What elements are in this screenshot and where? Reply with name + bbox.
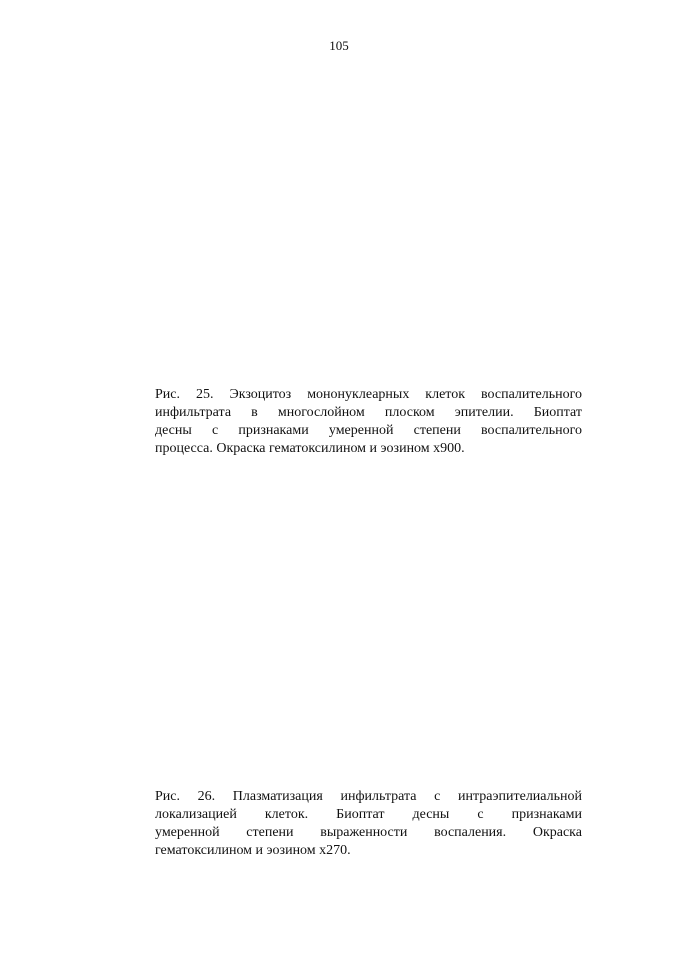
caption-line: локализацией клеток. Биоптат десны с признаками	[155, 807, 582, 822]
caption-line: процесса. Окраска гематоксилином и эозином x900.	[155, 441, 465, 456]
caption-line: гематоксилином и эозином x270.	[155, 843, 351, 858]
caption-line: Рис. 25. Экзоцитоз мононуклеарных клеток воспалительного	[155, 387, 582, 402]
figure-26-caption	[155, 788, 582, 860]
figure-26-image-area	[155, 480, 582, 780]
figure-25-caption	[155, 386, 582, 458]
caption-line: умеренной степени выраженности воспаления. Окраска	[155, 825, 582, 840]
page-number: 105	[329, 38, 349, 53]
caption-line: Рис. 26. Плазматизация инфильтрата с интраэпителиальной	[155, 789, 582, 804]
caption-line: инфильтрата в многослойном плоском эпителии. Биоптат	[155, 405, 582, 420]
caption-line: десны с признаками умеренной степени воспалительного	[155, 423, 582, 438]
figure-25-image-area	[155, 70, 582, 370]
